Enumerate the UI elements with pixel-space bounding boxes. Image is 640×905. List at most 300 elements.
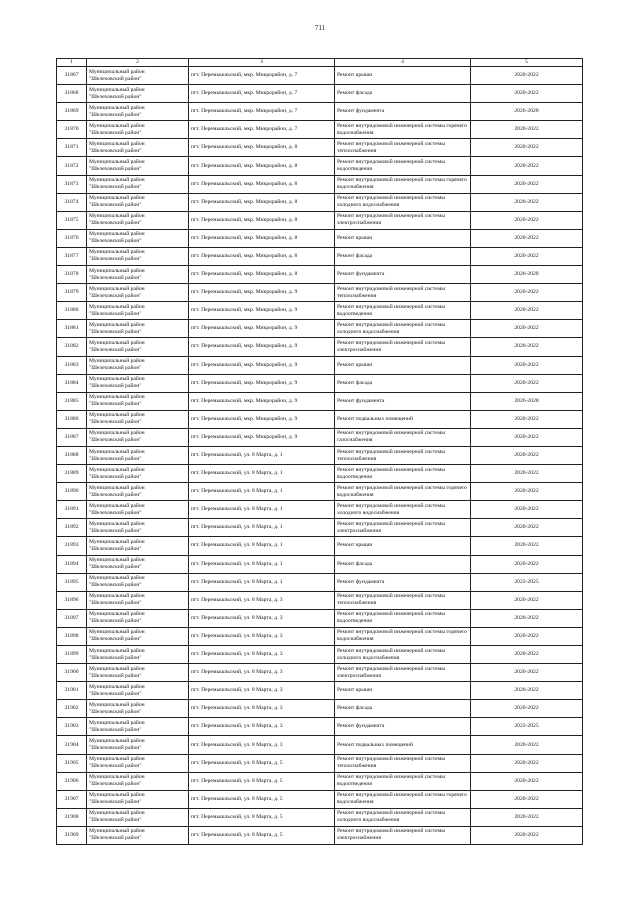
- row-number: 31874: [57, 193, 87, 211]
- row-number: 31903: [57, 718, 87, 736]
- table-row: [57, 772, 583, 790]
- address-cell: пгт. Перемышльский, мкр. Микрорайон, д. 9: [189, 338, 335, 356]
- municipality-cell: [87, 754, 189, 772]
- municipality-cell: [87, 247, 189, 265]
- municipality-cell: [87, 483, 189, 501]
- address-cell: пгт. Перемышльский, ул. 8 Марта, д. 1: [189, 483, 335, 501]
- municipality-line: "Шелеховский район": [89, 202, 142, 209]
- work-type-cell: Ремонт внутридомовой инженерной системы холодного водоснабжения: [335, 646, 471, 664]
- work-type-cell: Ремонт внутридомовой инженерной системы теплоснабжения: [335, 446, 471, 464]
- row-number: 31900: [57, 664, 87, 682]
- address-cell: пгт. Перемышльский, ул. 8 Марта, д. 5: [189, 754, 335, 772]
- row-number: 31879: [57, 284, 87, 302]
- work-type-cell: Ремонт внутридомовой инженерной системы холодного водоснабжения: [335, 808, 471, 826]
- address-cell: пгт. Перемышльский, ул. 8 Марта, д. 5: [189, 772, 335, 790]
- table-row: [57, 67, 583, 85]
- municipality-line: "Шелеховский район": [89, 256, 142, 263]
- work-type-cell: Ремонт фасада: [335, 85, 471, 103]
- address-cell: пгт. Перемышльский, ул. 8 Марта, д. 3: [189, 664, 335, 682]
- period-cell: 2020-2022: [471, 338, 583, 356]
- municipality-line: Муниципальный район: [89, 557, 145, 564]
- municipality-cell: [87, 338, 189, 356]
- municipality-line: "Шелеховский район": [89, 383, 142, 390]
- row-number: 31884: [57, 374, 87, 392]
- address-cell: пгт. Перемышльский, ул. 8 Марта, д. 3: [189, 627, 335, 645]
- municipality-cell: [87, 103, 189, 121]
- row-number: 31869: [57, 103, 87, 121]
- municipality-line: Муниципальный район: [89, 358, 145, 365]
- municipality-line: Муниципальный район: [89, 792, 145, 799]
- work-type-cell: Ремонт крыши: [335, 229, 471, 247]
- municipality-line: "Шелеховский район": [89, 365, 142, 372]
- municipality-line: Муниципальный район: [89, 231, 145, 238]
- municipality-line: "Шелеховский район": [89, 509, 142, 516]
- municipality-cell: [87, 229, 189, 247]
- municipality-line: Муниципальный район: [89, 321, 145, 328]
- work-type-cell: Ремонт внутридомовой инженерной системы теплоснабжения: [335, 754, 471, 772]
- row-number: 31876: [57, 229, 87, 247]
- municipality-line: "Шелеховский район": [89, 75, 142, 82]
- municipality-line: Муниципальный район: [89, 629, 145, 636]
- municipality-line: Муниципальный район: [89, 448, 145, 455]
- municipality-line: "Шелеховский район": [89, 310, 142, 317]
- municipality-line: Муниципальный район: [89, 683, 145, 690]
- period-cell: 2020-2022: [471, 591, 583, 609]
- municipality-line: "Шелеховский район": [89, 763, 142, 770]
- row-number: 31871: [57, 139, 87, 157]
- table-row: [57, 338, 583, 356]
- table-row: [57, 718, 583, 736]
- municipality-cell: [87, 808, 189, 826]
- row-number: 31870: [57, 121, 87, 139]
- row-number: 31883: [57, 356, 87, 374]
- table-row: [57, 537, 583, 555]
- table-row: [57, 555, 583, 573]
- table-row: [57, 446, 583, 464]
- period-cell: 2020-2022: [471, 627, 583, 645]
- municipality-cell: [87, 302, 189, 320]
- row-number: 31905: [57, 754, 87, 772]
- row-number: 31867: [57, 67, 87, 85]
- municipality-line: "Шелеховский район": [89, 799, 142, 806]
- table-row: [57, 139, 583, 157]
- municipality-line: "Шелеховский район": [89, 147, 142, 154]
- municipality-cell: [87, 700, 189, 718]
- work-type-cell: Ремонт внутридомовой инженерной системы теплоснабжения: [335, 284, 471, 302]
- municipality-cell: [87, 356, 189, 374]
- table-row: [57, 664, 583, 682]
- address-cell: пгт. Перемышльский, мкр. Микрорайон, д. 8: [189, 139, 335, 157]
- municipality-cell: [87, 410, 189, 428]
- row-number: 31888: [57, 446, 87, 464]
- period-cell: 2020-2022: [471, 736, 583, 754]
- row-number: 31881: [57, 320, 87, 338]
- work-type-cell: Ремонт внутридомовой инженерной системы газоснабжения: [335, 428, 471, 446]
- period-cell: 2020-2022: [471, 483, 583, 501]
- row-number: 31891: [57, 501, 87, 519]
- address-cell: пгт. Перемышльский, ул. 8 Марта, д. 1: [189, 446, 335, 464]
- municipality-line: Муниципальный район: [89, 159, 145, 166]
- address-cell: пгт. Перемышльский, мкр. Микрорайон, д. 8: [189, 229, 335, 247]
- address-cell: пгт. Перемышльский, мкр. Микрорайон, д. 9: [189, 320, 335, 338]
- municipality-line: "Шелеховский район": [89, 781, 142, 788]
- municipality-cell: [87, 646, 189, 664]
- row-number: 31889: [57, 465, 87, 483]
- municipality-line: "Шелеховский район": [89, 636, 142, 643]
- work-type-cell: Ремонт внутридомовой инженерной системы водоотведения: [335, 772, 471, 790]
- municipality-line: "Шелеховский район": [89, 600, 142, 607]
- table-row: [57, 627, 583, 645]
- municipality-cell: [87, 175, 189, 193]
- table-row: [57, 700, 583, 718]
- municipality-cell: [87, 67, 189, 85]
- municipality-line: Муниципальный район: [89, 195, 145, 202]
- header-row: [57, 59, 583, 67]
- work-type-cell: Ремонт фундамента: [335, 392, 471, 410]
- table-row: [57, 808, 583, 826]
- address-cell: пгт. Перемышльский, ул. 8 Марта, д. 1: [189, 555, 335, 573]
- work-type-cell: Ремонт внутридомовой инженерной системы теплоснабжения: [335, 139, 471, 157]
- municipality-cell: [87, 609, 189, 627]
- work-type-cell: Ремонт внутридомовой инженерной системы теплоснабжения: [335, 591, 471, 609]
- table-row: [57, 646, 583, 664]
- municipality-line: "Шелеховский район": [89, 292, 142, 299]
- table-row: [57, 483, 583, 501]
- municipality-cell: [87, 826, 189, 844]
- work-type-cell: Ремонт подвальных помещений: [335, 410, 471, 428]
- municipality-line: "Шелеховский район": [89, 690, 142, 697]
- address-cell: пгт. Перемышльский, мкр. Микрорайон, д. 8: [189, 157, 335, 175]
- period-cell: 2020-2022: [471, 446, 583, 464]
- municipality-line: Муниципальный район: [89, 647, 145, 654]
- address-cell: пгт. Перемышльский, ул. 8 Марта, д. 3: [189, 682, 335, 700]
- municipality-line: Муниципальный район: [89, 520, 145, 527]
- row-number: 31904: [57, 736, 87, 754]
- municipality-cell: [87, 790, 189, 808]
- municipality-cell: [87, 284, 189, 302]
- address-cell: пгт. Перемышльский, мкр. Микрорайон, д. 9: [189, 428, 335, 446]
- municipality-cell: [87, 193, 189, 211]
- period-cell: 2020-2022: [471, 121, 583, 139]
- municipality-line: Муниципальный район: [89, 484, 145, 491]
- table-row: [57, 736, 583, 754]
- table-row: [57, 193, 583, 211]
- row-number: 31899: [57, 646, 87, 664]
- address-cell: пгт. Перемышльский, мкр. Микрорайон, д. 8: [189, 193, 335, 211]
- period-cell: 2026-2028: [471, 392, 583, 410]
- table-row: [57, 266, 583, 284]
- period-cell: 2020-2022: [471, 700, 583, 718]
- address-cell: пгт. Перемышльский, ул. 8 Марта, д. 5: [189, 826, 335, 844]
- municipality-cell: [87, 718, 189, 736]
- municipality-line: Муниципальный район: [89, 122, 145, 129]
- work-type-cell: Ремонт крыши: [335, 356, 471, 374]
- work-type-cell: Ремонт фасада: [335, 247, 471, 265]
- row-number: 31892: [57, 519, 87, 537]
- table-row: [57, 519, 583, 537]
- table-row: [57, 682, 583, 700]
- work-type-cell: Ремонт внутридомовой инженерной системы горячего водоснабжения: [335, 627, 471, 645]
- municipality-line: "Шелеховский район": [89, 708, 142, 715]
- work-type-cell: Ремонт подвальных помещений: [335, 736, 471, 754]
- municipality-line: Муниципальный район: [89, 719, 145, 726]
- table-row: [57, 175, 583, 193]
- period-cell: 2020-2022: [471, 85, 583, 103]
- municipality-line: "Шелеховский район": [89, 220, 142, 227]
- period-cell: 2020-2022: [471, 519, 583, 537]
- row-number: 31893: [57, 537, 87, 555]
- period-cell: 2020-2022: [471, 808, 583, 826]
- period-cell: 2020-2022: [471, 157, 583, 175]
- municipality-line: "Шелеховский район": [89, 129, 142, 136]
- address-cell: пгт. Перемышльский, ул. 8 Марта, д. 3: [189, 736, 335, 754]
- column-header: 5: [471, 59, 583, 67]
- table-row: [57, 103, 583, 121]
- municipality-line: Муниципальный район: [89, 376, 145, 383]
- municipality-line: Муниципальный район: [89, 104, 145, 111]
- municipality-line: Муниципальный район: [89, 575, 145, 582]
- address-cell: пгт. Перемышльский, мкр. Микрорайон, д. 7: [189, 103, 335, 121]
- work-type-cell: Ремонт крыши: [335, 67, 471, 85]
- municipality-line: "Шелеховский район": [89, 582, 142, 589]
- work-type-cell: Ремонт фундамента: [335, 718, 471, 736]
- municipality-line: "Шелеховский район": [89, 654, 142, 661]
- work-type-cell: Ремонт крыши: [335, 682, 471, 700]
- period-cell: 2020-2022: [471, 302, 583, 320]
- period-cell: 2020-2022: [471, 664, 583, 682]
- row-number: 31897: [57, 609, 87, 627]
- work-type-cell: Ремонт внутридомовой инженерной системы электроснабжения: [335, 211, 471, 229]
- table-row: [57, 410, 583, 428]
- municipality-line: "Шелеховский район": [89, 346, 142, 353]
- period-cell: 2020-2022: [471, 211, 583, 229]
- municipality-line: Муниципальный район: [89, 303, 145, 310]
- row-number: 31894: [57, 555, 87, 573]
- period-cell: 2020-2022: [471, 320, 583, 338]
- municipality-cell: [87, 537, 189, 555]
- period-cell: 2020-2022: [471, 465, 583, 483]
- work-type-cell: Ремонт фундамента: [335, 573, 471, 591]
- table-row: [57, 465, 583, 483]
- municipality-cell: [87, 591, 189, 609]
- address-cell: пгт. Перемышльский, ул. 8 Марта, д. 1: [189, 537, 335, 555]
- municipality-line: "Шелеховский район": [89, 419, 142, 426]
- municipality-cell: [87, 573, 189, 591]
- row-number: 31895: [57, 573, 87, 591]
- period-cell: 2020-2022: [471, 428, 583, 446]
- period-cell: 2023-2025: [471, 573, 583, 591]
- municipality-cell: [87, 428, 189, 446]
- work-type-cell: Ремонт внутридомовой инженерной системы холодного водоснабжения: [335, 320, 471, 338]
- municipality-line: Муниципальный район: [89, 339, 145, 346]
- municipality-line: Муниципальный район: [89, 86, 145, 93]
- table-row: [57, 302, 583, 320]
- table-row: [57, 356, 583, 374]
- municipality-line: Муниципальный район: [89, 177, 145, 184]
- table-row: [57, 826, 583, 844]
- period-cell: 2026-2028: [471, 103, 583, 121]
- table-header: [57, 59, 583, 67]
- column-header: 3: [189, 59, 335, 67]
- municipality-line: "Шелеховский район": [89, 328, 142, 335]
- period-cell: 2020-2022: [471, 247, 583, 265]
- municipality-line: "Шелеховский район": [89, 527, 142, 534]
- municipality-cell: [87, 664, 189, 682]
- municipality-line: "Шелеховский район": [89, 618, 142, 625]
- address-cell: пгт. Перемышльский, мкр. Микрорайон, д. 9: [189, 284, 335, 302]
- work-type-cell: Ремонт фасада: [335, 555, 471, 573]
- municipality-line: "Шелеховский район": [89, 473, 142, 480]
- address-cell: пгт. Перемышльский, ул. 8 Марта, д. 5: [189, 790, 335, 808]
- municipality-cell: [87, 157, 189, 175]
- row-number: 31896: [57, 591, 87, 609]
- address-cell: пгт. Перемышльский, ул. 8 Марта, д. 1: [189, 465, 335, 483]
- row-number: 31873: [57, 175, 87, 193]
- municipality-line: Муниципальный район: [89, 810, 145, 817]
- table-row: [57, 121, 583, 139]
- period-cell: 2020-2022: [471, 229, 583, 247]
- municipality-line: "Шелеховский район": [89, 455, 142, 462]
- municipality-line: Муниципальный район: [89, 611, 145, 618]
- address-cell: пгт. Перемышльский, ул. 8 Марта, д. 3: [189, 646, 335, 664]
- address-cell: пгт. Перемышльский, ул. 8 Марта, д. 3: [189, 718, 335, 736]
- municipality-line: Муниципальный район: [89, 267, 145, 274]
- address-cell: пгт. Перемышльский, мкр. Микрорайон, д. 8: [189, 211, 335, 229]
- municipality-line: Муниципальный район: [89, 68, 145, 75]
- period-cell: 2020-2022: [471, 374, 583, 392]
- work-type-cell: Ремонт внутридомовой инженерной системы горячего водоснабжения: [335, 483, 471, 501]
- period-cell: 2020-2022: [471, 139, 583, 157]
- address-cell: пгт. Перемышльский, мкр. Микрорайон, д. 9: [189, 356, 335, 374]
- municipality-line: "Шелеховский район": [89, 437, 142, 444]
- address-cell: пгт. Перемышльский, ул. 8 Марта, д. 3: [189, 700, 335, 718]
- row-number: 31880: [57, 302, 87, 320]
- municipality-cell: [87, 121, 189, 139]
- address-cell: пгт. Перемышльский, мкр. Микрорайон, д. 7: [189, 67, 335, 85]
- municipality-cell: [87, 211, 189, 229]
- work-type-cell: Ремонт внутридомовой инженерной системы электроснабжения: [335, 826, 471, 844]
- municipality-cell: [87, 555, 189, 573]
- address-cell: пгт. Перемышльский, мкр. Микрорайон, д. 9: [189, 302, 335, 320]
- table-row: [57, 754, 583, 772]
- municipality-line: "Шелеховский район": [89, 93, 142, 100]
- table-row: [57, 591, 583, 609]
- municipality-line: "Шелеховский район": [89, 274, 142, 281]
- row-number: 31887: [57, 428, 87, 446]
- row-number: 31882: [57, 338, 87, 356]
- work-type-cell: Ремонт фундамента: [335, 103, 471, 121]
- municipality-line: Муниципальный район: [89, 538, 145, 545]
- row-number: 31898: [57, 627, 87, 645]
- period-cell: 2020-2022: [471, 356, 583, 374]
- column-header: 1: [57, 59, 87, 67]
- column-header: 2: [87, 59, 189, 67]
- row-number: 31878: [57, 266, 87, 284]
- municipality-line: "Шелеховский район": [89, 238, 142, 245]
- period-cell: 2020-2022: [471, 284, 583, 302]
- municipality-line: Муниципальный район: [89, 213, 145, 220]
- address-cell: пгт. Перемышльский, мкр. Микрорайон, д. 9: [189, 392, 335, 410]
- row-number: 31885: [57, 392, 87, 410]
- municipality-line: Муниципальный район: [89, 828, 145, 835]
- address-cell: пгт. Перемышльский, ул. 8 Марта, д. 3: [189, 609, 335, 627]
- row-number: 31902: [57, 700, 87, 718]
- municipality-line: Муниципальный район: [89, 466, 145, 473]
- municipality-cell: [87, 320, 189, 338]
- address-cell: пгт. Перемышльский, мкр. Микрорайон, д. 7: [189, 85, 335, 103]
- row-number: 31886: [57, 410, 87, 428]
- period-cell: 2020-2022: [471, 790, 583, 808]
- municipality-line: "Шелеховский район": [89, 745, 142, 752]
- table-row: [57, 211, 583, 229]
- table-row: [57, 392, 583, 410]
- row-number: 31908: [57, 808, 87, 826]
- municipality-line: "Шелеховский район": [89, 817, 142, 824]
- period-cell: 2020-2022: [471, 609, 583, 627]
- municipality-line: Муниципальный район: [89, 412, 145, 419]
- work-type-cell: Ремонт внутридомовой инженерной системы водоотведения: [335, 465, 471, 483]
- period-cell: 2020-2022: [471, 537, 583, 555]
- address-cell: пгт. Перемышльский, ул. 8 Марта, д. 5: [189, 808, 335, 826]
- work-type-cell: Ремонт фундамента: [335, 266, 471, 284]
- table-row: [57, 374, 583, 392]
- municipality-cell: [87, 465, 189, 483]
- row-number: 31875: [57, 211, 87, 229]
- municipality-line: "Шелеховский район": [89, 166, 142, 173]
- row-number: 31906: [57, 772, 87, 790]
- address-cell: пгт. Перемышльский, мкр. Микрорайон, д. 9: [189, 374, 335, 392]
- municipality-cell: [87, 446, 189, 464]
- period-cell: 2020-2022: [471, 67, 583, 85]
- municipality-cell: [87, 627, 189, 645]
- municipality-cell: [87, 374, 189, 392]
- work-type-cell: Ремонт фасада: [335, 374, 471, 392]
- period-cell: 2020-2022: [471, 826, 583, 844]
- repair-registry-table: [56, 58, 583, 845]
- municipality-line: "Шелеховский район": [89, 545, 142, 552]
- municipality-line: Муниципальный район: [89, 665, 145, 672]
- period-cell: 2020-2022: [471, 555, 583, 573]
- municipality-line: Муниципальный район: [89, 756, 145, 763]
- municipality-line: "Шелеховский район": [89, 726, 142, 733]
- municipality-line: Муниципальный район: [89, 394, 145, 401]
- work-type-cell: Ремонт фасада: [335, 700, 471, 718]
- table-row: [57, 573, 583, 591]
- address-cell: пгт. Перемышльский, ул. 8 Марта, д. 3: [189, 591, 335, 609]
- municipality-cell: [87, 85, 189, 103]
- address-cell: пгт. Перемышльский, ул. 8 Марта, д. 1: [189, 501, 335, 519]
- municipality-line: Муниципальный район: [89, 140, 145, 147]
- column-header: 4: [335, 59, 471, 67]
- municipality-line: Муниципальный район: [89, 738, 145, 745]
- work-type-cell: Ремонт внутридомовой инженерной системы электроснабжения: [335, 664, 471, 682]
- municipality-cell: [87, 501, 189, 519]
- table-row: [57, 247, 583, 265]
- table-row: [57, 609, 583, 627]
- municipality-line: Муниципальный район: [89, 593, 145, 600]
- work-type-cell: Ремонт внутридомовой инженерной системы водоотведения: [335, 157, 471, 175]
- row-number: 31868: [57, 85, 87, 103]
- municipality-line: Муниципальный район: [89, 701, 145, 708]
- municipality-cell: [87, 736, 189, 754]
- work-type-cell: Ремонт внутридомовой инженерной системы горячего водоснабжения: [335, 121, 471, 139]
- page-number: 711: [314, 24, 326, 32]
- row-number: 31909: [57, 826, 87, 844]
- period-cell: 2020-2022: [471, 410, 583, 428]
- municipality-line: "Шелеховский район": [89, 835, 142, 842]
- work-type-cell: Ремонт внутридомовой инженерной системы электроснабжения: [335, 338, 471, 356]
- row-number: 31907: [57, 790, 87, 808]
